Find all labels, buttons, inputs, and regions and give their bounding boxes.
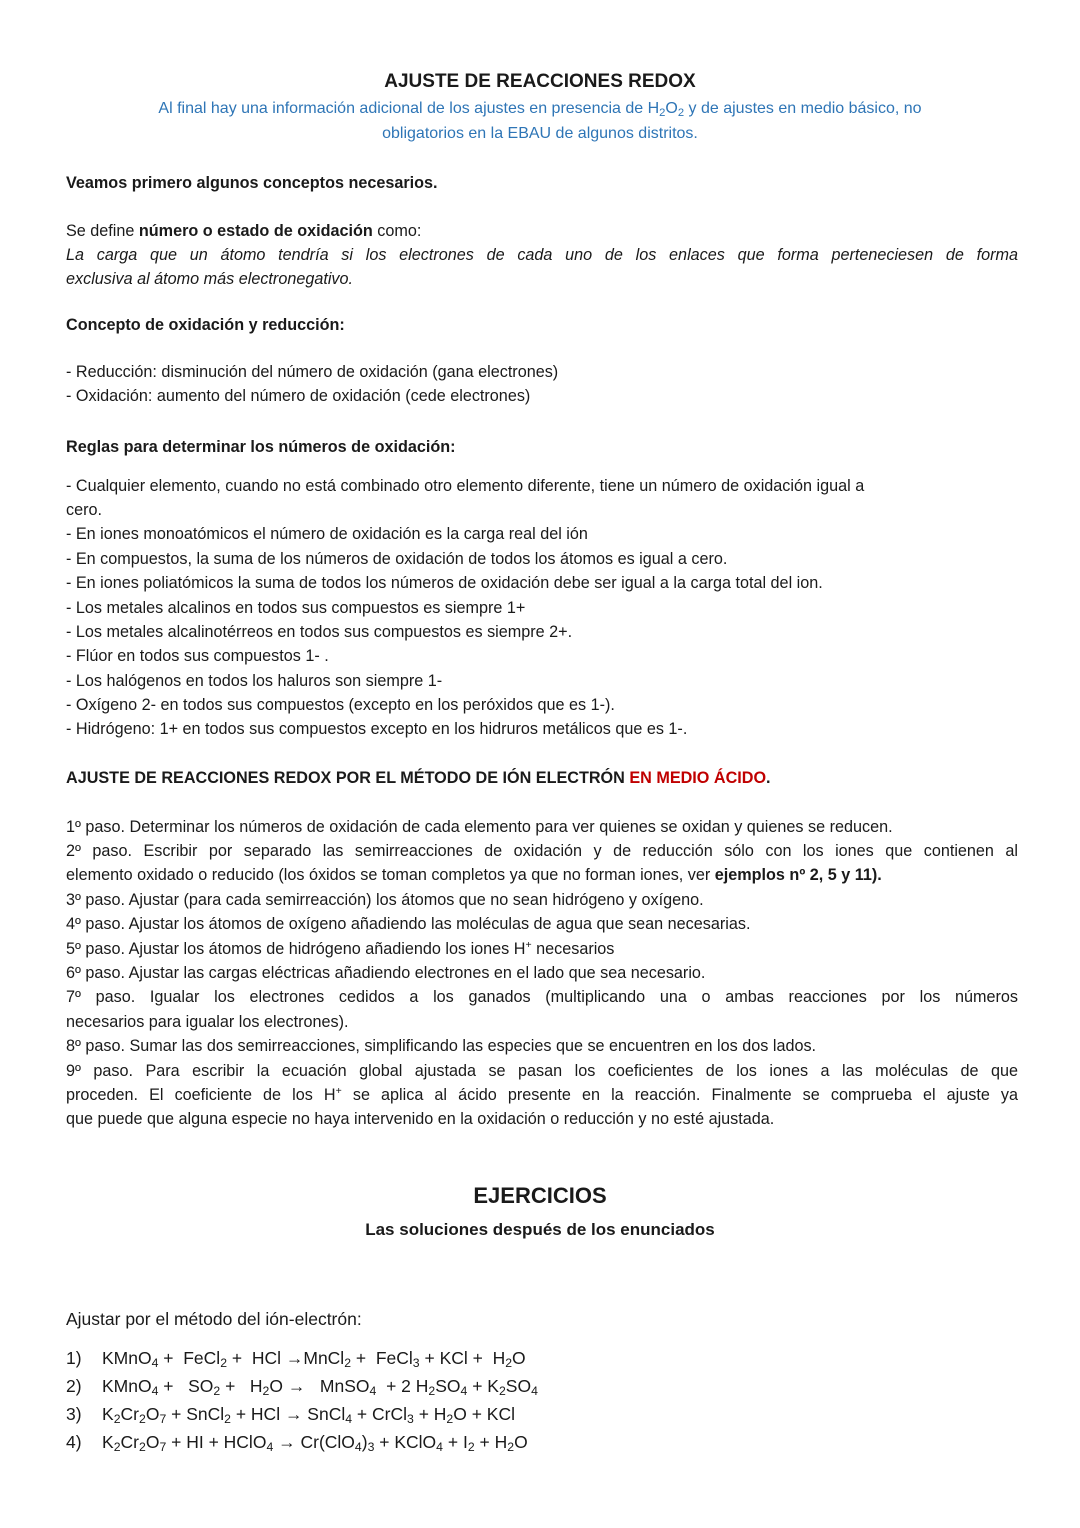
step-8: 8º paso. Sumar las dos semirreacciones, simplificando las especies que se encuentren en los dos lados.: [66, 1037, 817, 1055]
rules-heading: Reglas para determinar los números de oxidación:: [66, 438, 456, 456]
rule-line: - Cualquier elemento, cuando no está combinado otro elemento diferente, tiene un número de oxidación igual a: [66, 477, 865, 495]
exercises-intro: Ajustar por el método del ión-electrón:: [66, 1309, 362, 1329]
exercises-title: EJERCICIOS: [473, 1183, 607, 1208]
concept-heading: Concepto de oxidación y reducción:: [66, 316, 345, 334]
exercises-subtitle: Las soluciones después de los enunciados: [365, 1220, 715, 1239]
step-9-line-2: proceden. El coeficiente de los H+ se aplica al ácido presente en la reacción. Finalmente se comprueba el ajuste ya: [66, 1085, 1019, 1104]
rule-line: cero.: [66, 501, 102, 519]
equation-1: 1) KMnO$_4$ + FeCl$_2$ + HCl →MnCl$_2$ + FeCl$_3$ + KCl + $H_2O$: [66, 1348, 526, 1370]
definition-text-line-1: La carga que un átomo tendría si los electrones de cada uno de los enlaces que forma perteneciesen de forma: [66, 246, 1018, 264]
rule-line: - Flúor en todos sus compuestos 1- .: [66, 647, 329, 665]
rule-line: - En iones poliatómicos la suma de todos los números de oxidación debe ser igual a la carga total del ion.: [66, 574, 823, 592]
rule-line: - Hidrógeno: 1+ en todos sus compuestos excepto en los hidruros metálicos que es 1-.: [66, 720, 688, 738]
page-title: AJUSTE DE REACCIONES REDOX: [384, 71, 696, 92]
definition-text-line-2: exclusiva al átomo más electronegativo.: [66, 270, 354, 288]
equation-2: 2) KMnO$_4$ + $SO_2 + H_2O$ → MnSO$_4$ + 2 $H_2SO_4 + K_2SO_4$: [66, 1376, 538, 1398]
concept-item-reduction: - Reducción: disminución del número de oxidación (gana electrones): [66, 363, 559, 381]
rule-line: - Los metales alcalinotérreos en todos sus compuestos es siempre 2+.: [66, 623, 573, 641]
acid-medium-label: EN MEDIO ÁCIDO: [629, 769, 767, 787]
definition-lead: Se define número o estado de oxidación como:: [66, 222, 422, 240]
step-9-line-1: 9º paso. Para escribir la ecuación global ajustada se pasan los coeficientes de los iones a las moléculas de que: [66, 1062, 1018, 1080]
equation-4: 4) $K_2Cr_2O_7$ + HI + HClO$_4$ → $Cr(ClO_4)_3$ + KClO$_4$ + $I_2 + H_2O$: [66, 1432, 528, 1454]
concept-item-oxidation: - Oxidación: aumento del número de oxidación (cede electrones): [66, 387, 531, 405]
step-5: 5º paso. Ajustar los átomos de hidrógeno añadiendo los iones H+ necesarios: [66, 939, 615, 958]
rule-line: - En iones monoatómicos el número de oxidación es la carga real del ión: [66, 525, 588, 543]
step-3: 3º paso. Ajustar (para cada semirreacción) los átomos que no sean hidrógeno y oxígeno.: [66, 891, 704, 909]
info-note-line-2: obligatorios en la EBAU de algunos distritos.: [382, 125, 698, 142]
h2o2-formula: $H_2O_2$: [647, 100, 685, 119]
step-2-line-1: 2º paso. Escribir por separado las semirreacciones de oxidación y de reducción sólo con los iones que contienen al: [66, 842, 1018, 860]
method-heading: AJUSTE DE REACCIONES REDOX POR EL MÉTODO DE IÓN ELECTRÓN EN MEDIO ÁCIDO.: [66, 769, 771, 787]
rule-line: - En compuestos, la suma de los números de oxidación de todos los átomos es igual a cero.: [66, 550, 728, 568]
step-2-line-2: elemento oxidado o reducido (los óxidos se toman completos ya que no forman iones, ver ejemplos nº 2, 5 y 11).: [66, 866, 882, 884]
rule-line: - Oxígeno 2- en todos sus compuestos (excepto en los peróxidos que es 1-).: [66, 696, 615, 714]
info-note-line-1: Al final hay una información adicional de los ajustes en presencia de $H_2O_2$ y de ajustes en medio básico, no: [158, 100, 922, 119]
step-7-line-1: 7º paso. Igualar los electrones cedidos a los ganados (multiplicando una o ambas reacciones por los números: [66, 988, 1018, 1006]
step-1: 1º paso. Determinar los números de oxidación de cada elemento para ver quienes se oxidan y quienes se reducen.: [66, 818, 893, 836]
step-4: 4º paso. Ajustar los átomos de oxígeno añadiendo las moléculas de agua que sean necesarias.: [66, 915, 751, 933]
rule-line: - Los metales alcalinos en todos sus compuestos es siempre 1+: [66, 599, 526, 617]
step-9-line-3: que puede que alguna especie no haya intervenido en la oxidación o reducción y no esté ajustada.: [66, 1110, 775, 1128]
step-7-line-2: necesarios para igualar los electrones).: [66, 1013, 349, 1031]
step-6: 6º paso. Ajustar las cargas eléctricas añadiendo electrones en el lado que sea necesario.: [66, 964, 706, 982]
equation-3: 3) $K_2Cr_2O_7$ + SnCl$_2$ + HCl → SnCl$_4$ + CrCl$_3$ + $H_2O$ + KCl: [66, 1404, 516, 1426]
intro-heading: Veamos primero algunos conceptos necesarios.: [66, 174, 438, 192]
rule-line: - Los halógenos en todos los haluros son siempre 1-: [66, 672, 443, 690]
